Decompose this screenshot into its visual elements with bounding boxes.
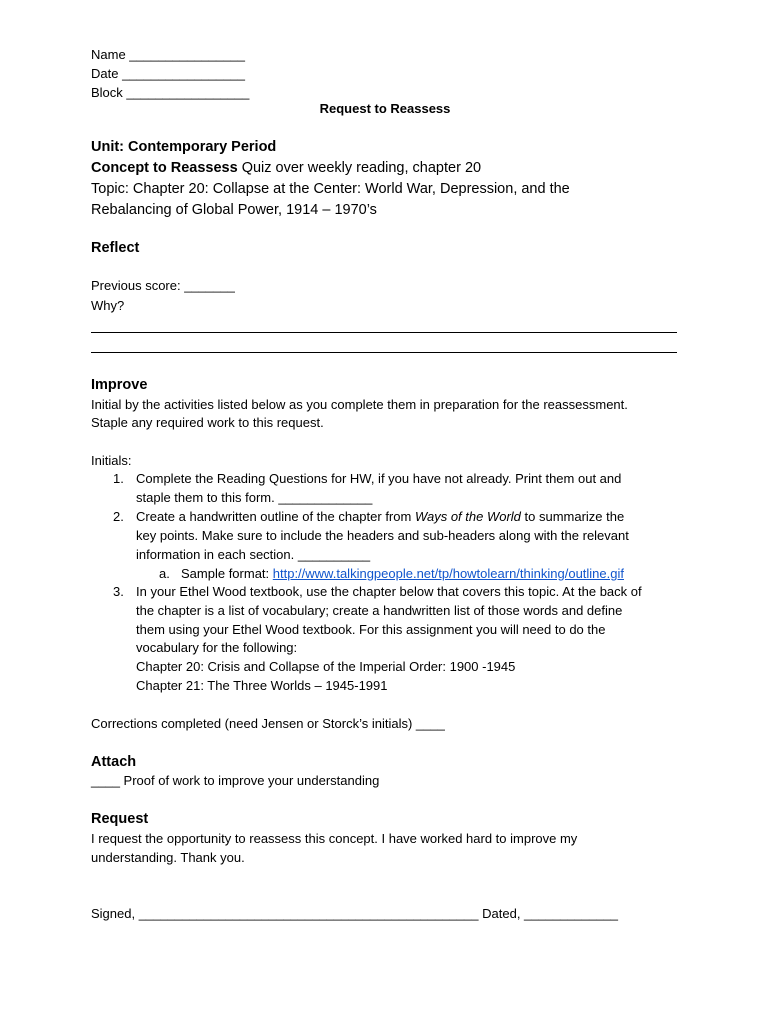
list-item-1-line-1: Complete the Reading Questions for HW, if you have not already. Print them out and — [136, 471, 622, 486]
concept-line — [91, 159, 481, 177]
list-item-2-line-1 — [136, 509, 624, 525]
concept-label: Concept to Reassess — [91, 160, 238, 176]
reflect-heading: Reflect — [91, 240, 140, 256]
list-number: 1. — [113, 471, 124, 486]
list-item-3-line-3: them using your Ethel Wood textbook. For this assignment you will need to do the — [136, 622, 606, 637]
list-number: 2. — [113, 509, 124, 524]
attach-heading: Attach — [91, 754, 137, 770]
chapter-21-line: Chapter 21: The Three Worlds – 1945-1991 — [136, 678, 388, 693]
date-field: Date _________________ — [91, 66, 245, 81]
list-item-2-line-2: key points. Make sure to include the headers and sub-headers along with the relevant — [136, 528, 629, 543]
answer-line-2 — [91, 352, 677, 353]
why-label: Why? — [91, 298, 125, 313]
corrections-line: Corrections completed (need Jensen or Storck’s initials) ____ — [91, 716, 445, 731]
book-title: Ways of the World — [414, 509, 521, 524]
list-item-3-line-4: vocabulary for the following: — [136, 640, 298, 655]
sample-format-link[interactable]: http://www.talkingpeople.net/tp/howtolearn/thinking/outline.gif — [272, 566, 624, 581]
list-item-3-line-1: In your Ethel Wood textbook, use the chapter below that covers this topic. At the back of — [136, 584, 642, 599]
list-item-1-line-2: staple them to this form. _____________ — [136, 490, 373, 505]
item-2-text: to summarize the — [520, 509, 625, 524]
improve-intro-2: Staple any required work to this request. — [91, 415, 324, 430]
improve-intro-1: Initial by the activities listed below as you complete them in preparation for the reassessment. — [91, 397, 628, 412]
block-field: Block _________________ — [91, 85, 250, 100]
previous-score: Previous score: _______ — [91, 278, 235, 293]
initials-label: Initials: — [91, 453, 132, 468]
item-2-text: Create a handwritten outline of the chapter from — [136, 509, 415, 524]
unit-heading: Unit: Contemporary Period — [91, 139, 277, 155]
concept-value: Quiz over weekly reading, chapter 20 — [237, 160, 482, 176]
topic-line-1: Topic: Chapter 20: Collapse at the Center: World War, Depression, and the — [91, 181, 570, 197]
sample-format-label: Sample format: — [181, 566, 273, 581]
page-title: Request to Reassess — [319, 101, 451, 116]
name-field: Name ________________ — [91, 47, 245, 62]
request-line-2: understanding. Thank you. — [91, 850, 245, 865]
list-number: 3. — [113, 584, 124, 599]
attach-text: ____ Proof of work to improve your understanding — [91, 773, 380, 788]
request-heading: Request — [91, 811, 149, 827]
list-item-2-line-3: information in each section. __________ — [136, 547, 371, 562]
list-item-3-line-2: the chapter is a list of vocabulary; create a handwritten list of those words and define — [136, 603, 623, 618]
request-line-1: I request the opportunity to reassess this concept. I have worked hard to improve my — [91, 831, 578, 846]
sample-format-line — [181, 566, 624, 582]
sub-list-letter: a. — [159, 566, 170, 581]
signature-line: Signed, _______________________________________________ Dated, _____________ — [91, 906, 619, 921]
improve-heading: Improve — [91, 377, 148, 393]
chapter-20-line: Chapter 20: Crisis and Collapse of the Imperial Order: 1900 -1945 — [136, 659, 516, 674]
topic-line-2: Rebalancing of Global Power, 1914 – 1970’s — [91, 202, 377, 218]
answer-line-1 — [91, 332, 677, 333]
